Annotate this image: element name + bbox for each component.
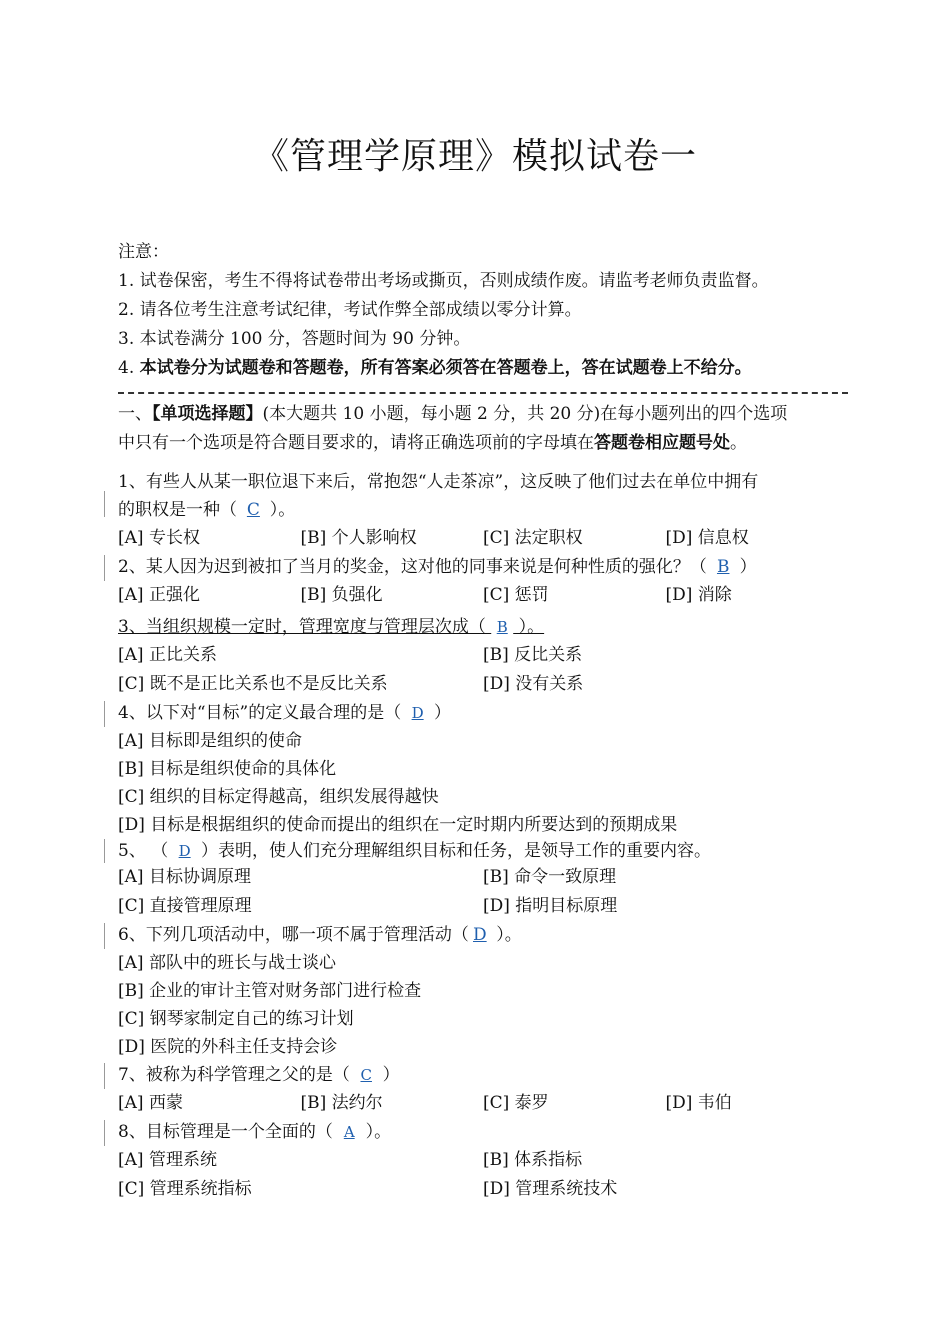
question-5 [118,839,848,921]
notice-item-1: 1. 试卷保密，考生不得将试卷带出考场或撕页，否则成绩作废。请监考老师负责监督。 [118,271,769,291]
section-instruction-bold: 答题卷相应题号处 [594,433,730,453]
stem-text: 2、某人因为迟到被扣了当月的奖金，这对他的同事来说是何种性质的强化？（ [118,557,713,577]
option-d: [D] 信息权 [665,528,749,548]
option-c: [C] 直接管理原理 [118,896,252,916]
question-2-options [118,581,848,610]
section-instruction-end: 。 [730,433,747,453]
option-c: [C] 法定职权 [483,528,583,548]
stem-text: 的职权是一种（ [118,500,243,520]
notice-heading: 注意： [118,242,169,262]
question-3-options-row-2 [118,670,848,699]
stem-text: ）。 [360,1122,392,1142]
answer-7: C [360,1066,372,1084]
question-8-stem [118,1118,848,1146]
revision-mark [104,701,105,727]
question-7 [118,1061,848,1118]
page-title: 《管理学原理》模拟试卷一 [252,136,697,177]
option-a: [A] 目标协调原理 [118,867,251,887]
option-d: [D] 没有关系 [483,674,584,694]
option-d: [D] 韦伯 [665,1093,732,1113]
stem-text: ） [734,557,757,577]
option-b: [B] 命令一致原理 [483,867,617,887]
answer-4: D [411,704,424,722]
revision-mark [104,491,105,517]
stem-text: ）。 [513,617,545,637]
stem-text: 4、以下对“目标”的定义最合理的是（ [118,703,407,723]
question-8 [118,1118,848,1204]
option-b: [B] 法约尔 [300,1093,383,1113]
stem-text: 7、被称为科学管理之父的是（ [118,1065,356,1085]
option-c: [C] 惩罚 [483,585,549,605]
revision-mark [104,839,105,863]
stem-text: 6、下列几项活动中，哪一项不属于管理活动（ [118,925,469,945]
option-c: [C] 泰罗 [483,1093,549,1113]
exam-content [118,238,848,1204]
question-5-stem [118,839,848,863]
answer-1: C [246,500,260,520]
option-b: [B] 体系指标 [483,1150,583,1170]
option-d: [D] 管理系统技术 [483,1179,618,1199]
option-c: [C] 组织的目标定得越高，组织发展得越快 [118,787,439,807]
stem-text: ）。 [490,925,522,945]
option-d: [D] 消除 [665,585,732,605]
option-a: [A] 西蒙 [118,1093,183,1113]
question-5-options-row-2 [118,892,848,921]
option-b: [B] 企业的审计主管对财务部门进行检查 [118,981,422,1001]
option-a: [A] 管理系统 [118,1150,217,1170]
revision-mark [104,1063,105,1089]
notice-item-4 [118,354,848,383]
option-c: [C] 既不是正比关系也不是反比关系 [118,674,388,694]
question-6 [118,921,848,1061]
answer-6: D [473,925,487,945]
section-number: 一、 [118,404,152,424]
question-3 [118,613,848,699]
revision-mark [104,923,105,949]
revision-mark [104,555,105,581]
section-header [118,400,848,458]
question-6-stem [118,921,848,949]
question-4 [118,699,848,839]
option-d: [D] 目标是根据组织的使命而提出的组织在一定时期内所要达到的预期成果 [118,815,678,835]
section-type: 【单项选择题】 [152,404,263,424]
notice-item-2: 2. 请各位考生注意考试纪律，考试作弊全部成绩以零分计算。 [118,300,582,320]
revision-mark [104,1120,105,1146]
option-b: [B] 负强化 [300,585,383,605]
answer-8: A [343,1123,355,1141]
option-b: [B] 个人影响权 [300,528,417,548]
option-d: [D] 医院的外科主任支持会诊 [118,1037,338,1057]
stem-text: ）表明，使人们充分理解组织目标和任务，是领导工作的重要内容。 [195,841,712,861]
stem-text: ）。 [264,500,296,520]
option-a: [A] 正比关系 [118,645,217,665]
dashed-divider [118,392,848,394]
stem-text: 3、当组织规模一定时，管理宽度与管理层次成（ [118,617,492,637]
question-1-stem-line-1: 1、有些人从某一职位退下来后，常抱怨“人走茶凉”，这反映了他们过去在单位中拥有 [118,472,759,492]
option-a: [A] 正强化 [118,585,200,605]
stem-text: ） [377,1065,400,1085]
notice-item-3: 3. 本试卷满分 100 分，答题时间为 90 分钟。 [118,329,471,349]
option-a: [A] 专长权 [118,528,200,548]
notice-block [118,238,848,383]
option-b: [B] 目标是组织使命的具体化 [118,759,337,779]
answer-3: B [496,618,508,636]
question-1-options [118,524,848,553]
question-3-options-row-1 [118,641,848,670]
section-line-2 [118,429,848,458]
question-4-stem [118,699,848,727]
question-8-options-row-2 [118,1175,848,1204]
option-b: [B] 反比关系 [483,645,583,665]
question-2-stem [118,553,848,581]
stem-text: 5、 （ [118,841,174,861]
answer-5: D [178,842,191,860]
question-5-options-row-1 [118,863,848,892]
option-a: [A] 目标即是组织的使命 [118,731,302,751]
notice-item-4-prefix: 4. [118,358,140,378]
answer-2: B [716,557,730,577]
section-line-1 [118,400,848,429]
question-7-options [118,1089,848,1118]
option-d: [D] 指明目标原理 [483,896,618,916]
stem-text: 8、目标管理是一个全面的（ [118,1122,339,1142]
question-7-stem [118,1061,848,1089]
question-8-options-row-1 [118,1146,848,1175]
stem-text: ） [428,703,452,723]
section-instruction-2: 中只有一个选项是符合题目要求的，请将正确选项前的字母填在 [118,433,594,453]
question-1 [118,468,848,553]
option-a: [A] 部队中的班长与战士谈心 [118,953,336,973]
question-3-stem [118,613,848,641]
section-instruction-1: (本大题共 10 小题，每小题 2 分，共 20 分)在每小题列出的四个选项 [262,404,788,424]
option-c: [C] 管理系统指标 [118,1179,252,1199]
notice-item-4-bold: 本试卷分为试题卷和答题卷，所有答案必须答在答题卷上，答在试题卷上不给分。 [139,358,752,378]
question-1-stem-line-2 [118,496,848,524]
option-c: [C] 钢琴家制定自己的练习计划 [118,1009,354,1029]
question-2 [118,553,848,610]
